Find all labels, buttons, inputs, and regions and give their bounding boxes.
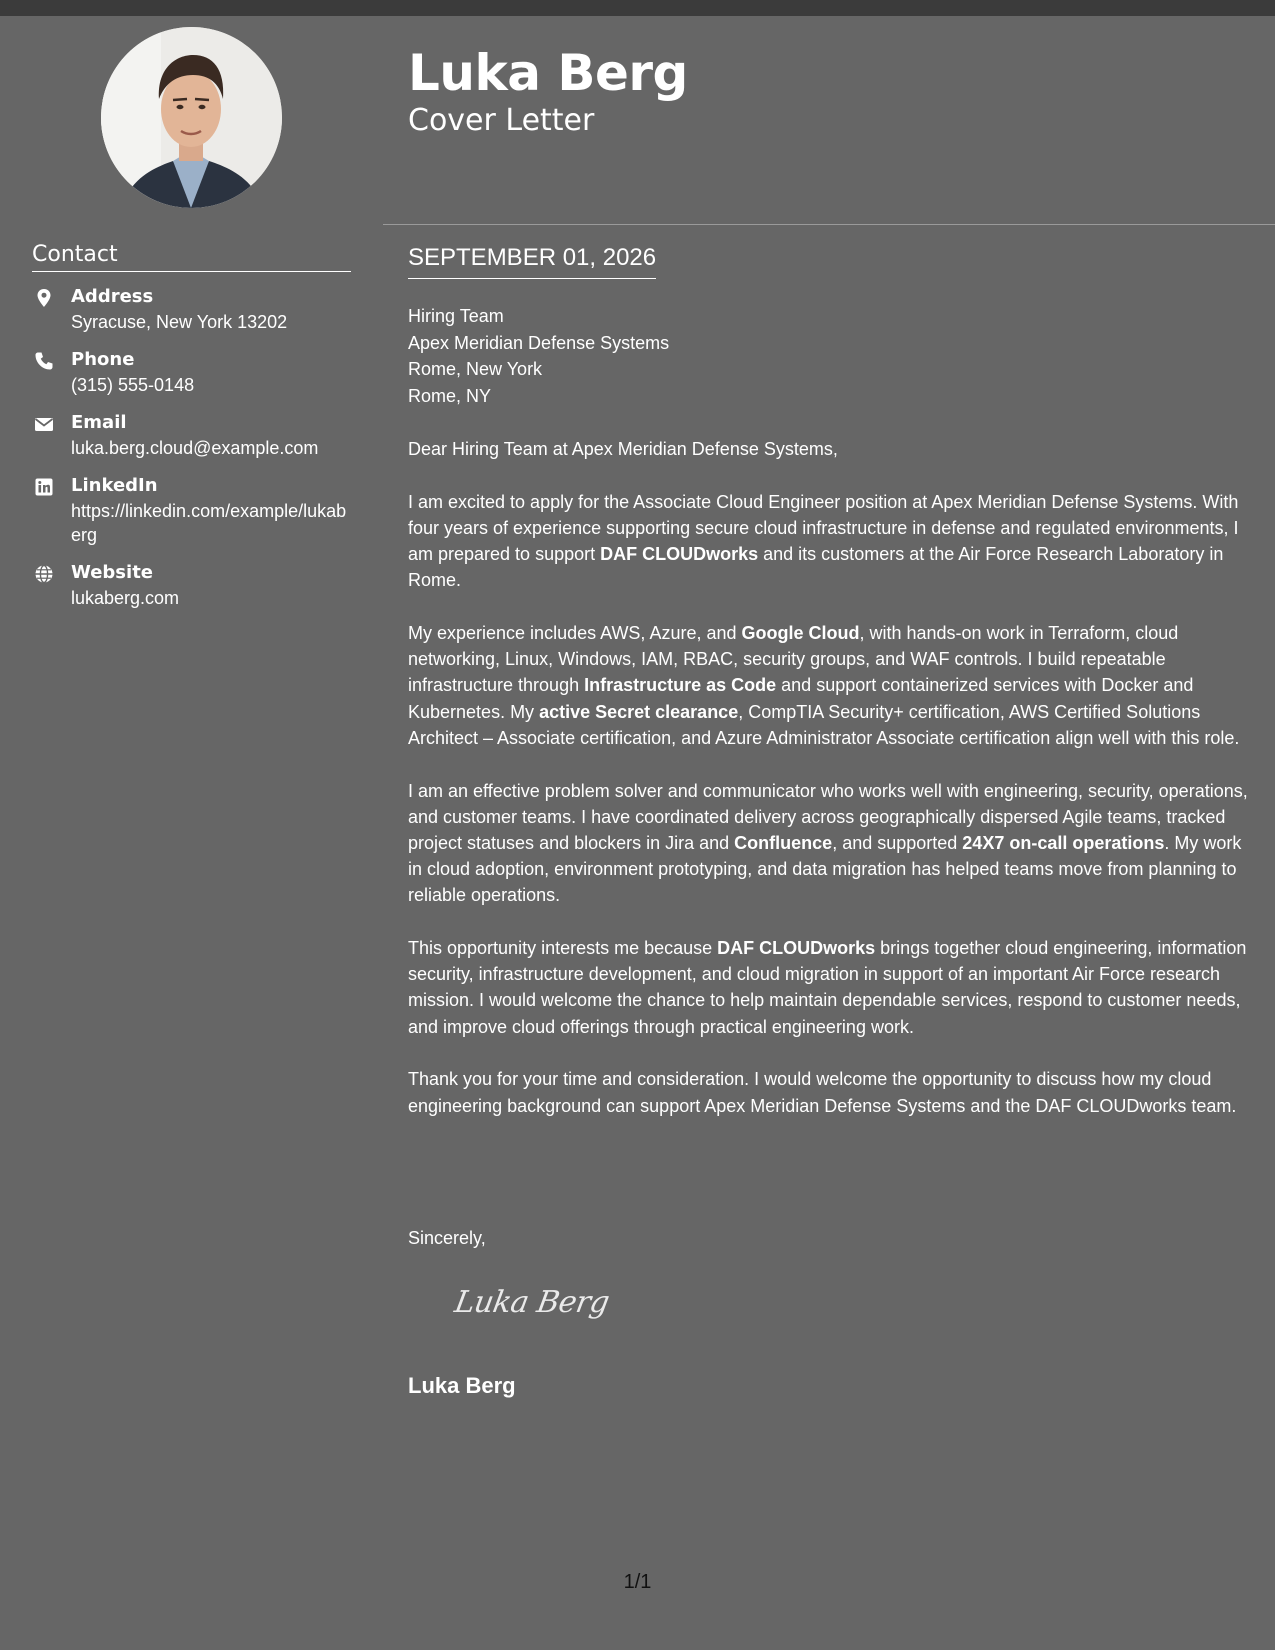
envelope-icon xyxy=(34,414,54,434)
page-subtitle: Cover Letter xyxy=(408,103,595,138)
bold-text: DAF CLOUDworks xyxy=(600,544,759,565)
paragraph-text: This opportunity interests me because xyxy=(408,938,718,959)
body-paragraph xyxy=(408,935,1248,1040)
top-bar xyxy=(0,0,1275,16)
recipient-line: Apex Meridian Defense Systems xyxy=(408,332,670,353)
paragraph-text: , and supported xyxy=(832,832,963,853)
recipient-line: Hiring Team xyxy=(408,306,504,326)
salutation: Dear Hiring Team at Apex Meridian Defense Systems, xyxy=(408,439,838,459)
body-paragraph xyxy=(408,489,1248,594)
paragraph-text: brings together cloud engineering, information security, infrastructure development, and cloud migration in support of an important Air Force research mission. I would welcome the chance to help maintain dependable services, respond to customer needs, and improve cloud offerings through practical engineering work. xyxy=(408,938,1247,1037)
paragraph-text: I am an effective problem solver and communicator who works well with engineering, security, operations, and customer teams. I have coordinated delivery across geographically dispersed Agile teams, tracked project statuses and blockers in Jira and xyxy=(408,780,1248,853)
contact-label: Email xyxy=(71,412,127,433)
paragraph-text: . My work in cloud adoption, environment prototyping, and data migration has helped teams move from planning to reliable operations. xyxy=(408,832,1242,906)
avatar-photo xyxy=(101,27,282,208)
letter-paragraphs xyxy=(408,489,1248,1119)
contact-label: Address xyxy=(71,286,154,307)
contact-value: Syracuse, New York 13202 xyxy=(71,312,288,332)
contact-label: Phone xyxy=(71,349,135,370)
contact-label: LinkedIn xyxy=(71,475,158,496)
paragraph-text: , CompTIA Security+ certification, AWS Certified Solutions Architect – Associate certification, and Azure Administrator Associate certification align well with this role. xyxy=(408,701,1240,748)
recipient-line: Rome, New York xyxy=(408,359,543,379)
letter-body xyxy=(408,436,1248,1145)
body-paragraph xyxy=(408,620,1248,751)
bold-text: Infrastructure as Code xyxy=(584,675,777,696)
phone-icon xyxy=(34,351,54,371)
contact-label: Website xyxy=(71,562,154,583)
paragraph-text: and support containerized services with Docker and Kubernetes. My xyxy=(408,675,1194,722)
recipient-line: Rome, NY xyxy=(408,385,492,406)
sidebar xyxy=(0,16,383,1650)
header-divider xyxy=(383,224,1275,225)
body-paragraph xyxy=(408,778,1248,909)
recipient-block xyxy=(408,303,669,409)
paragraph-text: My experience includes AWS, Azure, and xyxy=(408,623,742,644)
linkedin-icon xyxy=(34,477,54,497)
bold-text: Google Cloud xyxy=(741,623,860,644)
contact-value[interactable]: lukaberg.com xyxy=(71,588,180,608)
page-title: Luka Berg xyxy=(408,44,688,102)
paragraph-text: , with hands-on work in Terraform, cloud networking, Linux, Windows, IAM, RBAC, security groups, and WAF controls. I build repeatable infrastructure through xyxy=(408,623,1179,696)
signature: Luka Berg xyxy=(451,1285,612,1320)
paragraph-text: I am excited to apply for the Associate Cloud Engineer position at Apex Meridian Defense Systems. With four years of experience supporting secure cloud infrastructure in defense and regulated environments, I am prepared to support xyxy=(408,491,1239,565)
globe-icon xyxy=(34,564,54,584)
bold-text: active Secret clearance xyxy=(539,701,739,722)
avatar xyxy=(101,27,282,208)
map-pin-icon xyxy=(34,288,54,308)
paragraph-text: and its customers at the Air Force Research Laboratory in Rome. xyxy=(408,544,1224,591)
contact-value[interactable]: https://linkedin.com/example/lukaberg xyxy=(71,501,347,545)
paragraph-text: Thank you for your time and consideration. I would welcome the opportunity to discuss how my cloud engineering background can support Apex Meridian Defense Systems and the DAF CLOUDworks team. xyxy=(408,1069,1237,1116)
bold-text: DAF CLOUDworks xyxy=(717,938,876,959)
closing: Sincerely, xyxy=(408,1228,486,1248)
bold-text: 24X7 on-call operations xyxy=(962,832,1165,853)
bold-text: Confluence xyxy=(734,832,833,853)
page-number: 1/1 xyxy=(623,1571,652,1593)
contact-value: (315) 555-0148 xyxy=(71,375,195,395)
contact-value: luka.berg.cloud@example.com xyxy=(71,438,319,458)
letter-date: SEPTEMBER 01, 2026 xyxy=(408,244,656,279)
signer-name: Luka Berg xyxy=(408,1373,516,1398)
contact-heading: Contact xyxy=(32,242,351,272)
body-paragraph xyxy=(408,1066,1248,1118)
